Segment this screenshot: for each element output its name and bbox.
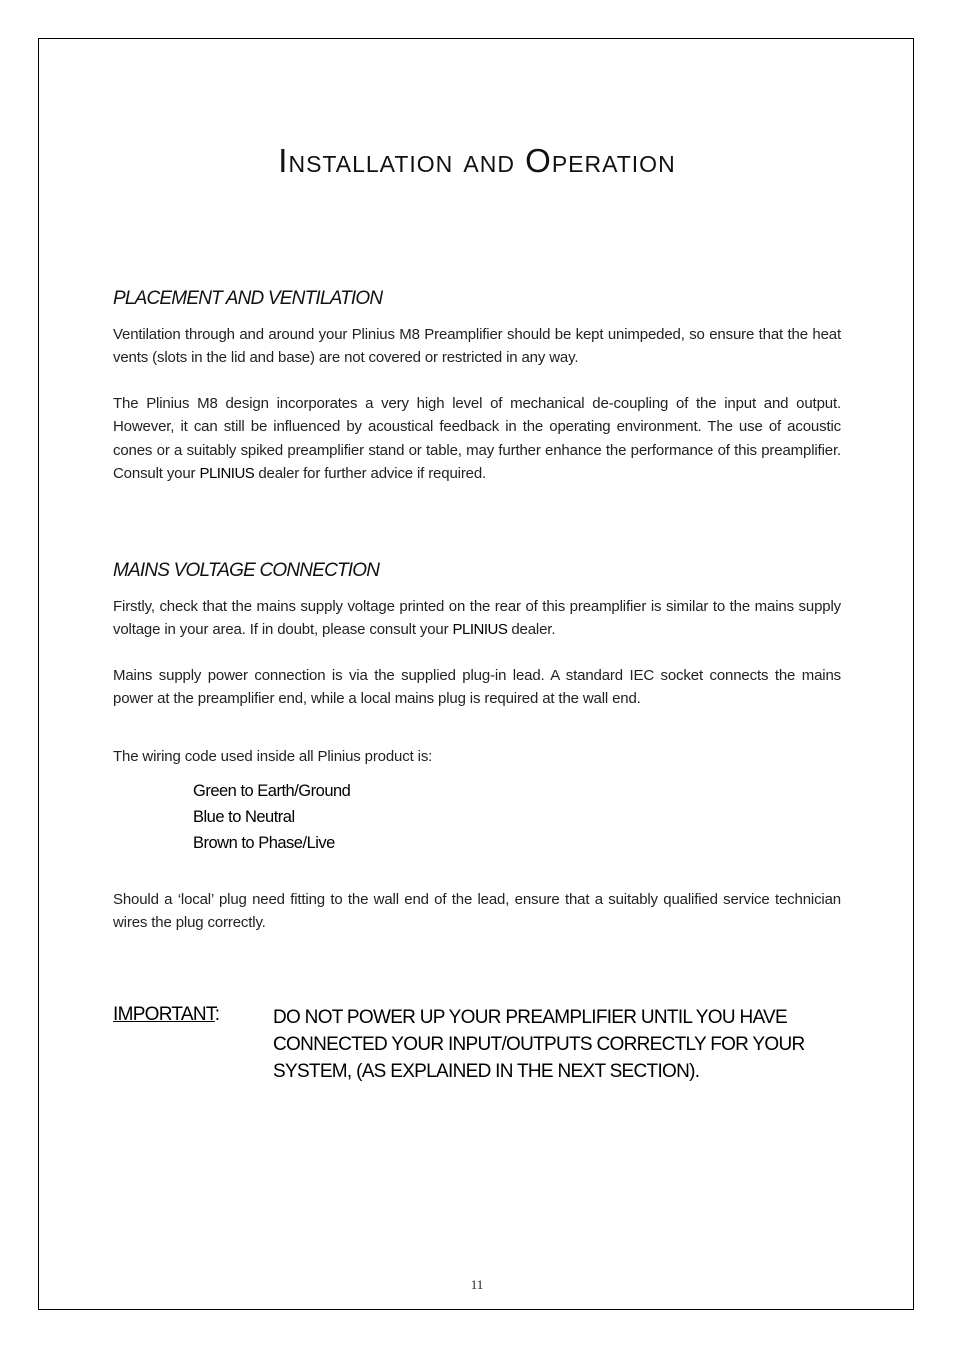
important-warning [273, 1004, 833, 1085]
decoupling-text-start: The Plinius M8 design incorporates a very high level of mechanical de-coupling of the input and output. However, it can still be influenced by acoustical feedback in the operating environment. The use of acoustic cones or a suitably spiked preamplifier stand or table, may further enhance the performance of this preamplifier. Consult your [113, 395, 841, 482]
voltage-check-text-end: dealer. [507, 621, 556, 639]
warning-line-2: CONNECTED YOUR INPUT/OUTPUTS CORRECTLY FOR YOUR [273, 1034, 805, 1055]
warning-line-1: DO NOT POWER UP YOUR PREAMPLIFIER UNTIL YOU HAVE [273, 1007, 787, 1028]
local-plug-paragraph: Should a ‘local’ plug need fitting to the wall end of the lead, ensure that a suitably qualified service technician wires the plug correctly. [113, 891, 841, 932]
wiring-code-intro: The wiring code used inside all Plinius product is: [113, 748, 433, 765]
voltage-check-paragraph [113, 595, 841, 642]
decoupling-text-end: dealer for further advice if required. [254, 464, 487, 482]
important-label [113, 1004, 219, 1026]
plinius-brand-name: PLINIUS [199, 464, 255, 482]
decoupling-paragraph [113, 392, 841, 485]
power-connection-paragraph: Mains supply power connection is via the supplied plug-in lead. A standard IEC socket connects the mains power at the preamplifier end, while a local mains plug is required at the wall end. [113, 667, 841, 708]
mains-voltage-heading: MAINS VOLTAGE CONNECTION [113, 560, 380, 581]
wiring-item-live: Brown to Phase/Live [193, 834, 335, 852]
warning-line-3: SYSTEM, (AS EXPLAINED IN THE NEXT SECTION). [273, 1061, 700, 1082]
plinius-brand-name: PLINIUS [452, 621, 508, 639]
voltage-check-text-start: Firstly, check that the mains supply voltage printed on the rear of this preamplifier is similar to the mains supply voltage in your area. If in doubt, please consult your [113, 598, 841, 639]
important-word: IMPORTANT [113, 1004, 215, 1025]
wiring-code-list [193, 778, 350, 856]
page-title: Installation and Operation [278, 142, 676, 179]
wiring-item-earth: Green to Earth/Ground [193, 782, 351, 800]
page-number: 11 [470, 1277, 484, 1292]
wiring-item-neutral: Blue to Neutral [193, 808, 295, 826]
important-colon: : [214, 1004, 220, 1025]
placement-ventilation-heading: PLACEMENT AND VENTILATION [113, 288, 383, 309]
ventilation-paragraph: Ventilation through and around your Plinius M8 Preamplifier should be kept unimpeded, so ensure that the heat vents (slots in the lid and base) are not covered or restricted in any way. [113, 326, 841, 367]
